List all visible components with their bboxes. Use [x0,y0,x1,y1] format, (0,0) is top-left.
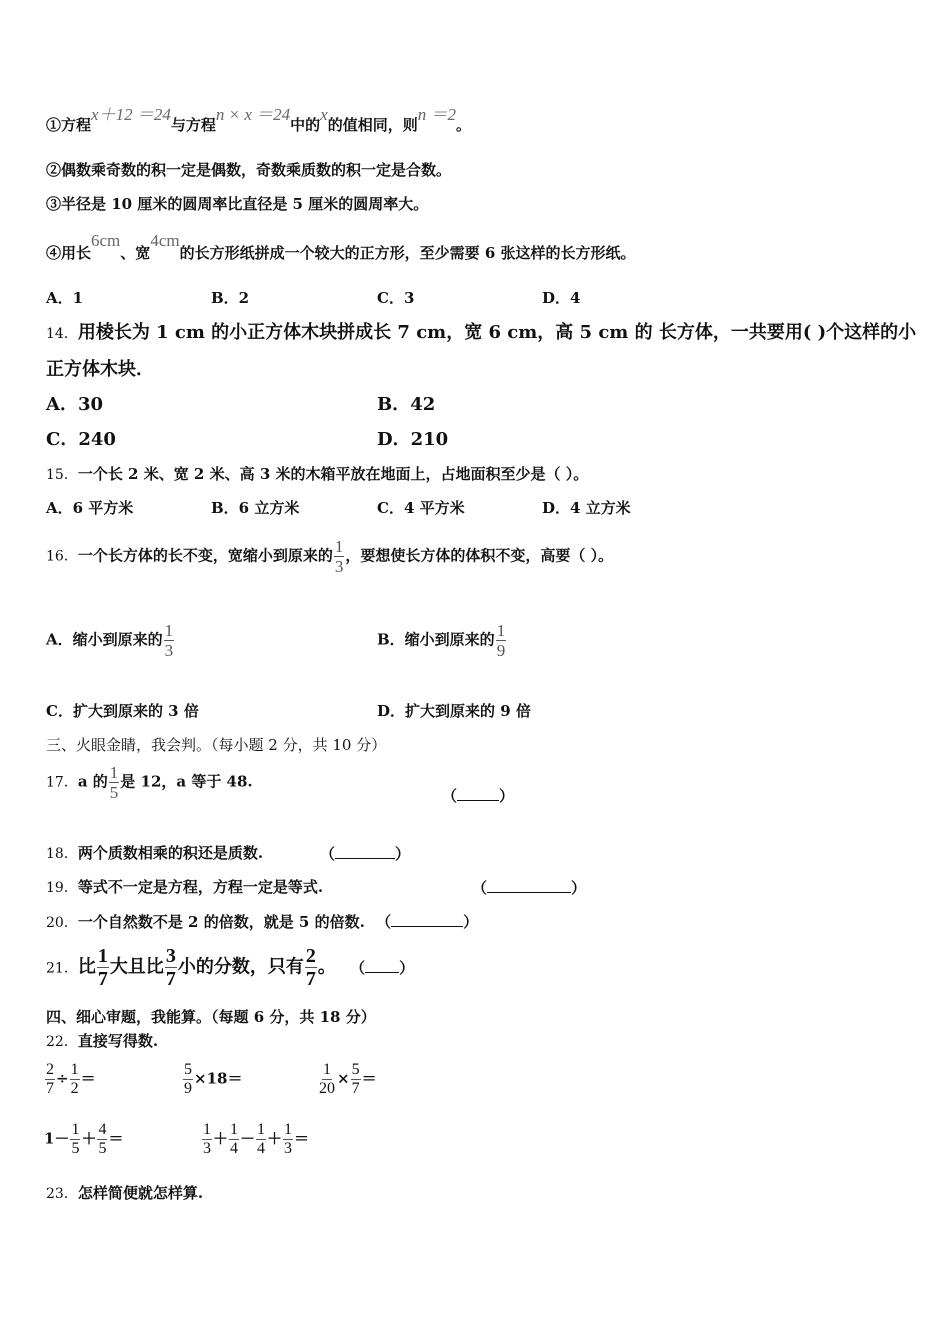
q16-option-c[interactable]: C．扩大到原来的 3 倍 [46,702,199,720]
question-number: 16． [46,548,78,565]
q13-option-c[interactable]: C．3 [377,289,415,307]
q22-title: 22．直接写得数. [46,1032,159,1050]
q13-statement-4: ④用长6cm、宽4cm的长方形纸拼成一个较大的正方形，至少需要 6 张这样的长方形纸。 [46,231,636,262]
variable-x: x [320,105,328,124]
q15-option-c[interactable]: C．4 平方米 [377,499,465,517]
fraction-one-third: $\frac{1}{3}$ [164,621,174,660]
section-3-heading: 三、火眼金睛，我会判。（每小题 2 分，共 10 分） [46,736,387,754]
length-value: 6cm [91,231,121,250]
question-number: 20． [46,915,78,931]
question-number: 15． [46,467,78,483]
fraction: $\frac{1}{3}$ [203,1121,211,1157]
q19-answer-blank[interactable]: （ ） [472,879,587,897]
fraction-one-ninth: $\frac{1}{9}$ [496,621,506,660]
q22-expression-3: $\frac{1}{20}$ × $\frac{5}{7}$ ＝ [319,1061,377,1097]
q13-statement-1: ①方程x＋12 ＝24与方程n × x ＝24中的x的值相同，则n ＝2。 [46,105,471,134]
fraction: $\frac{5}{7}$ [351,1061,360,1097]
fraction: $\frac{1}{20}$ [319,1061,335,1097]
section-4-heading: 四、细心审题，我能算。（每题 6 分，共 18 分） [46,1008,376,1026]
equation-3: n ＝2 [417,105,456,124]
q14-option-b[interactable]: B．42 [377,394,436,415]
q16-question: 16．一个长方体的长不变，宽缩小到原来的 $\frac{1}{3}$ ，要想使长方体的体积不变，高要（ ）。 [46,537,614,576]
q16-option-a[interactable]: A．缩小到原来的 $\frac{1}{3}$ [46,621,174,660]
fraction-one-seventh: $\frac{1}{7}$ [97,945,108,990]
q19-question: 19．等式不一定是方程，方程一定是等式. [46,878,324,896]
equation-1: x＋12 ＝24 [91,105,171,124]
q15-option-d[interactable]: D．4 立方米 [542,499,631,517]
q15-question: 15．一个长 2 米、宽 2 米、高 3 米的木箱平放在地面上，占地面积至少是（ ）。 [46,465,589,483]
q15-option-b[interactable]: B．6 立方米 [211,499,300,517]
q20-answer-blank[interactable]: （ ） [376,913,479,931]
q14-question-line-2: 正方体木块． [46,359,154,380]
fraction-two-sevenths: $\frac{2}{7}$ [305,945,316,990]
fraction: $\frac{2}{7}$ [46,1061,54,1097]
width-value: 4cm [150,231,180,250]
q17-answer-blank[interactable]: （ ） [442,787,515,805]
q22-expression-4: 1－ $\frac{1}{5}$ ＋ $\frac{4}{5}$ ＝ [44,1121,124,1157]
fraction-one-third: $\frac{1}{3}$ [334,537,344,576]
q22-expression-2: $\frac{5}{9}$ ×18＝ [184,1061,243,1097]
q13-statement-2: ②偶数乘奇数的积一定是偶数，奇数乘质数的积一定是合数。 [46,161,452,179]
fraction-one-fifth: $\frac{1}{5}$ [109,763,119,802]
q13-option-b[interactable]: B．2 [211,289,250,307]
q18-question: 18．两个质数相乘的积还是质数. [46,844,264,862]
q18-answer-blank[interactable]: （ ） [320,845,411,863]
question-number: 17． [46,774,78,791]
question-number: 18． [46,846,78,862]
q20-question: 20．一个自然数不是 2 的倍数，就是 5 的倍数. （ ） [46,913,479,931]
q14-option-c[interactable]: C．240 [46,429,116,450]
q16-option-b[interactable]: B．缩小到原来的 $\frac{1}{9}$ [377,621,506,660]
question-number: 23． [46,1186,78,1202]
fraction: $\frac{1}{3}$ [284,1121,293,1157]
q22-expression-5: $\frac{1}{3}$ ＋ $\frac{1}{4}$ － $\frac{1}{4}$ ＋ $\frac{1}{3}$ ＝ [203,1121,310,1157]
q15-option-a[interactable]: A．6 平方米 [46,499,134,517]
q16-option-d[interactable]: D．扩大到原来的 9 倍 [377,702,531,720]
fraction: $\frac{1}{5}$ [71,1121,80,1157]
q13-option-d[interactable]: D．4 [542,289,581,307]
q21-answer-blank[interactable]: （ ） [350,958,415,977]
q14-option-a[interactable]: A．30 [46,394,104,415]
equation-2: n × x ＝24 [215,105,291,124]
question-number: 19． [46,880,78,896]
q21-question: 21．比 $\frac{1}{7}$ 大且比 $\frac{3}{7}$ 小的分数，只有 $\frac{2}{7}$ 。 （ ） [46,945,415,990]
fraction: $\frac{1}{2}$ [70,1061,79,1097]
question-number: 22． [46,1034,78,1050]
q23-title: 23．怎样简便就怎样算. [46,1184,204,1202]
fraction: $\frac{1}{4}$ [230,1121,239,1157]
fraction-three-sevenths: $\frac{3}{7}$ [165,945,176,990]
fraction: $\frac{1}{4}$ [257,1121,266,1157]
question-number: 14． [46,326,78,342]
q13-statement-3: ③半径是 10 厘米的圆周率比直径是 5 厘米的圆周率大。 [46,195,429,213]
q14-option-d[interactable]: D．210 [377,429,449,450]
fraction: $\frac{5}{9}$ [184,1061,192,1097]
q17-question: 17．a 的 $\frac{1}{5}$ 是 12，a 等于 48. [46,763,253,802]
question-number: 21． [46,960,78,977]
q22-expression-1: $\frac{2}{7}$ ÷ $\frac{1}{2}$ ＝ [46,1061,96,1097]
fraction: $\frac{4}{5}$ [98,1121,107,1157]
q13-option-a[interactable]: A．1 [46,289,84,307]
q14-question-line-1: 14．用棱长为 1 cm 的小正方体木块拼成长 7 cm，宽 6 cm，高 5 cm 的 长方体，一共要用( )个这样的小 [46,322,917,343]
